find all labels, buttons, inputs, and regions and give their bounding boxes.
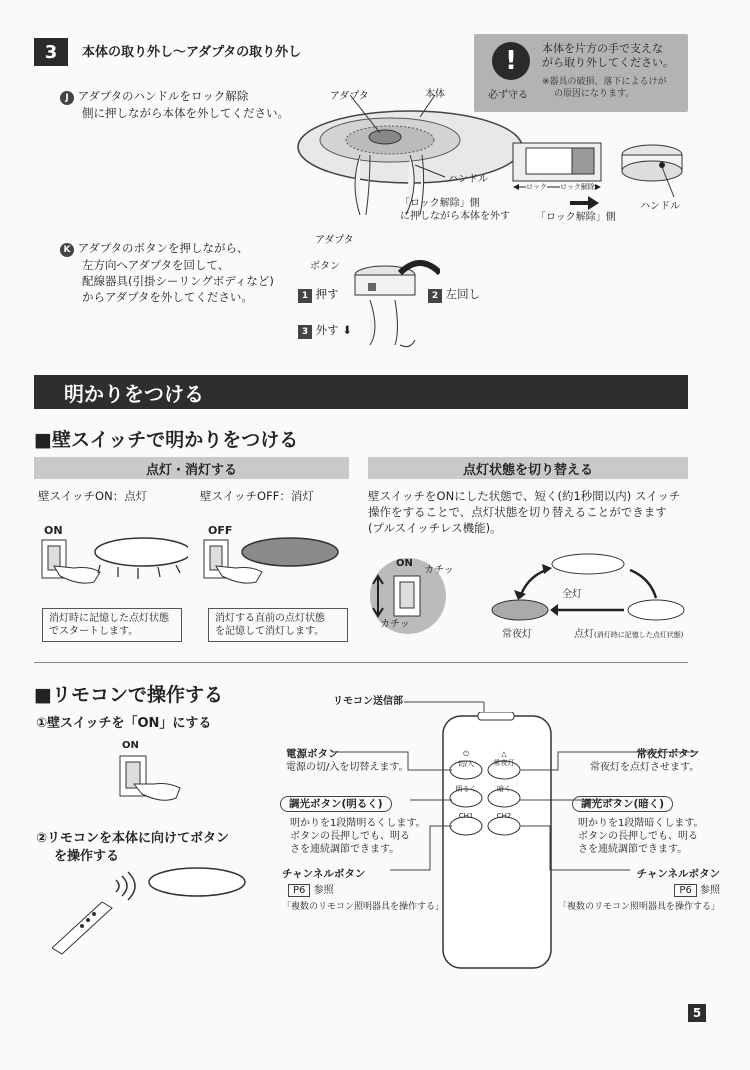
page-number: 5 <box>688 1004 706 1022</box>
click-label-1: カチッ <box>424 565 454 576</box>
figure-caption-unlock: 「ロック解除」側 に押しながら本体を外す <box>400 198 510 222</box>
light-rays-icon <box>90 565 190 581</box>
exclamation-icon: ! <box>492 42 530 80</box>
label-handle: ハンドル <box>448 174 488 185</box>
wall-switch-heading: ■壁スイッチで明かりをつける <box>34 429 299 451</box>
dim-callout: 調光ボタン(暗く) 明かりを1段階暗くします。 ボタンの長押しでも、明る さを連続調節できます。 <box>572 792 704 856</box>
badge-k: K <box>60 243 74 257</box>
on-label: ON <box>44 524 63 537</box>
power-callout: 電源ボタン 電源の切/入を切替えます。 <box>286 748 409 773</box>
btn-power[interactable]: ⏻ 切/入 <box>457 750 475 768</box>
label-adapter-k: アダプタ <box>315 235 354 246</box>
note-on: 消灯時に記憶した点灯状態 でスタートします。 <box>42 608 182 642</box>
remote-step2: ②リモコンを本体に向けてボタン を操作する <box>36 831 230 864</box>
lock-caption: 「ロック解除」側 <box>536 212 616 223</box>
switch-mode-bar: 点灯状態を切り替える <box>368 457 688 479</box>
instruction-k: K アダプタのボタンを押しながら、 左方向へアダプタを回して、 配線器具(引掛シーリングボディなど) からアダプタを外してください。 <box>60 240 274 305</box>
note-off: 消灯する直前の点灯状態 を記憶して消灯します。 <box>208 608 348 642</box>
remote-step1: ①壁スイッチを「ON」にする <box>36 716 212 731</box>
down-arrow-icon: ⬇ <box>342 323 352 337</box>
adapter-removal-illustration <box>340 245 440 355</box>
wall-switch-on-illustration <box>116 752 186 808</box>
click-on-label: ON <box>396 558 413 569</box>
btn-bright[interactable]: 明るく <box>455 785 477 793</box>
btn-ch1[interactable]: CH1 <box>458 812 474 820</box>
click-label-2: カチッ <box>380 619 410 630</box>
mode-cycle-diagram <box>488 548 688 630</box>
ch-left-callout: チャンネルボタン P6 参照 「複数のリモコン照明器具を操作する」 <box>282 868 445 912</box>
remote-heading: ■リモコンで操作する <box>34 684 223 706</box>
step-number: 3 <box>34 38 68 66</box>
section-banner: 明かりをつける <box>34 375 688 409</box>
night-callout: 常夜灯ボタン 常夜灯を点灯させます。 <box>590 748 700 773</box>
btn-dim[interactable]: 暗く <box>497 785 511 793</box>
unlock-label: ロック解除 <box>560 183 595 191</box>
mode-full: 全灯 <box>562 589 582 600</box>
right-arrow-icon <box>570 196 600 210</box>
switch-mode-description: 壁スイッチをONにした状態で、短く(約1秒間以内) スイッチ 操作をすることで、点灯状態を切り替えることができます (プルスイッチレス機能)。 <box>368 489 681 535</box>
remote-pointing-illustration <box>52 862 252 962</box>
btn-night[interactable]: △ 常夜灯 <box>493 750 515 767</box>
k-step-push: 1 押す <box>298 286 339 303</box>
k-step-rotate: 2 左回し <box>428 286 480 303</box>
adapter-illustration <box>612 135 692 205</box>
divider <box>34 662 688 663</box>
mode-memory: 点灯(消灯時に記憶した点灯状態) <box>574 629 684 640</box>
transmitter-label: リモコン送信部 <box>333 696 403 707</box>
on-caption: 壁スイッチON：点灯 <box>38 489 148 503</box>
label-body: 本体 <box>425 89 445 100</box>
must-label: 必ず守る <box>488 90 528 101</box>
btn-ch2[interactable]: CH2 <box>496 812 512 820</box>
lock-label: ロック <box>526 183 547 191</box>
night-icon: △ <box>501 750 507 758</box>
step-title: 本体の取り外し〜アダプタの取り外し <box>82 45 302 60</box>
label-button-k: ボタン <box>310 261 340 272</box>
badge-j: J <box>60 91 74 105</box>
off-label: OFF <box>208 524 233 537</box>
must-text: 本体を片方の手で支えな がら取り外してください。 <box>542 42 674 69</box>
must-note: ※器具の破損、落下によるけが の原因になります。 <box>542 77 667 99</box>
off-caption: 壁スイッチOFF：消灯 <box>200 489 314 503</box>
switch-off-illustration <box>200 536 350 600</box>
bright-callout: 調光ボタン(明るく) 明かりを1段階明るくします。 ボタンの長押しでも、明る さを連続調節できます。 <box>280 792 426 856</box>
instruction-j: J アダプタのハンドルをロック解除 側に押しながら本体を外してください。 <box>60 88 289 121</box>
mode-night: 常夜灯 <box>502 629 532 640</box>
on-off-bar: 点灯・消灯する <box>34 457 349 479</box>
label-handle-2: ハンドル <box>640 201 680 212</box>
label-adapter: アダプタ <box>330 91 369 102</box>
remote-on-label: ON <box>122 740 139 751</box>
k-step-remove: 3 外す ⬇ <box>298 322 352 339</box>
power-icon: ⏻ <box>463 750 469 758</box>
ch-right-callout: チャンネルボタン P6 参照 「複数のリモコン照明器具を操作する」 <box>558 868 721 912</box>
